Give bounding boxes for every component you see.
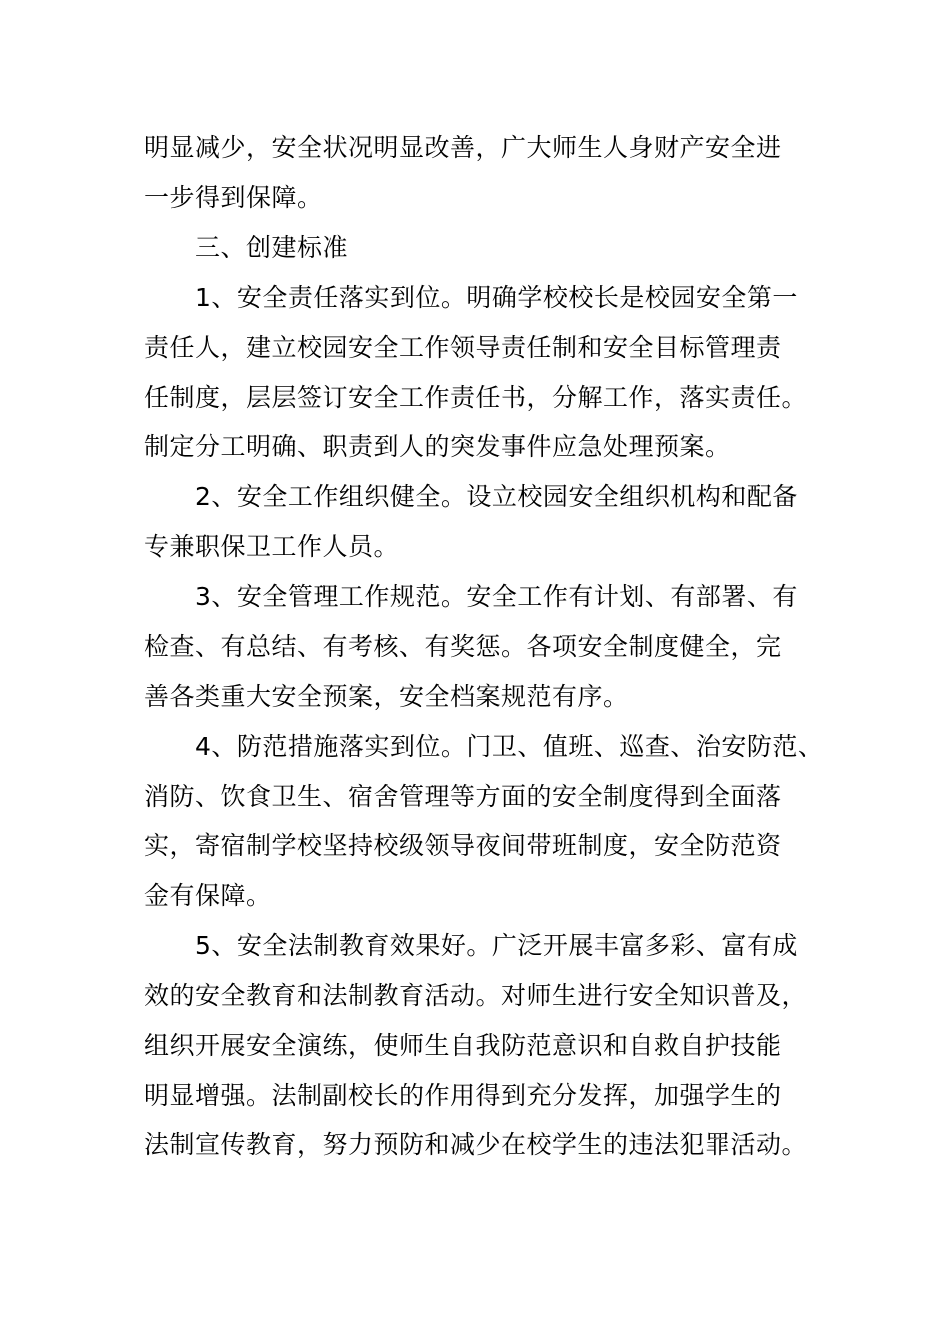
paragraph-line: 消防、饮食卫生、宿舍管理等方面的安全制度得到全面落 [144, 782, 782, 811]
paragraph-line: 善各类重大安全预案，安全档案规范有序。 [144, 682, 629, 711]
paragraph-line: 责任人，建立校园安全工作领导责任制和安全目标管理责 [144, 333, 782, 362]
paragraph-line: 任制度，层层签订安全工作责任书，分解工作，落实责任。 [144, 383, 808, 412]
paragraph-line: 组织开展安全演练，使师生自我防范意识和自救自护技能 [144, 1031, 782, 1060]
paragraph-line: 2、安全工作组织健全。设立校园安全组织机构和配备 [195, 482, 798, 511]
paragraph-line: 效的安全教育和法制教育活动。对师生进行安全知识普及， [144, 981, 808, 1010]
paragraph-line: 检查、有总结、有考核、有奖惩。各项安全制度健全，完 [144, 632, 782, 661]
paragraph-line: 1、安全责任落实到位。明确学校校长是校园安全第一 [195, 283, 798, 312]
paragraph-line: 金有保障。 [144, 881, 272, 910]
paragraph-line: 明显增强。法制副校长的作用得到充分发挥，加强学生的 [144, 1081, 782, 1110]
section-heading: 三、创建标准 [195, 233, 349, 262]
paragraph-line: 专兼职保卫工作人员。 [144, 532, 400, 561]
paragraph-line: 明显减少，安全状况明显改善，广大师生人身财产安全进 [144, 133, 782, 162]
paragraph-line: 法制宣传教育，努力预防和减少在校学生的违法犯罪活动。 [144, 1130, 808, 1159]
paragraph-line: 5、安全法制教育效果好。广泛开展丰富多彩、富有成 [195, 931, 798, 960]
paragraph-line: 一步得到保障。 [144, 183, 323, 212]
paragraph-line: 实，寄宿制学校坚持校级领导夜间带班制度，安全防范资 [144, 831, 782, 860]
paragraph-line: 3、安全管理工作规范。安全工作有计划、有部署、有 [195, 582, 798, 611]
paragraph-line: 4、防范措施落实到位。门卫、值班、巡查、治安防范、 [195, 732, 824, 761]
paragraph-line: 制定分工明确、职责到人的突发事件应急处理预案。 [144, 432, 731, 461]
